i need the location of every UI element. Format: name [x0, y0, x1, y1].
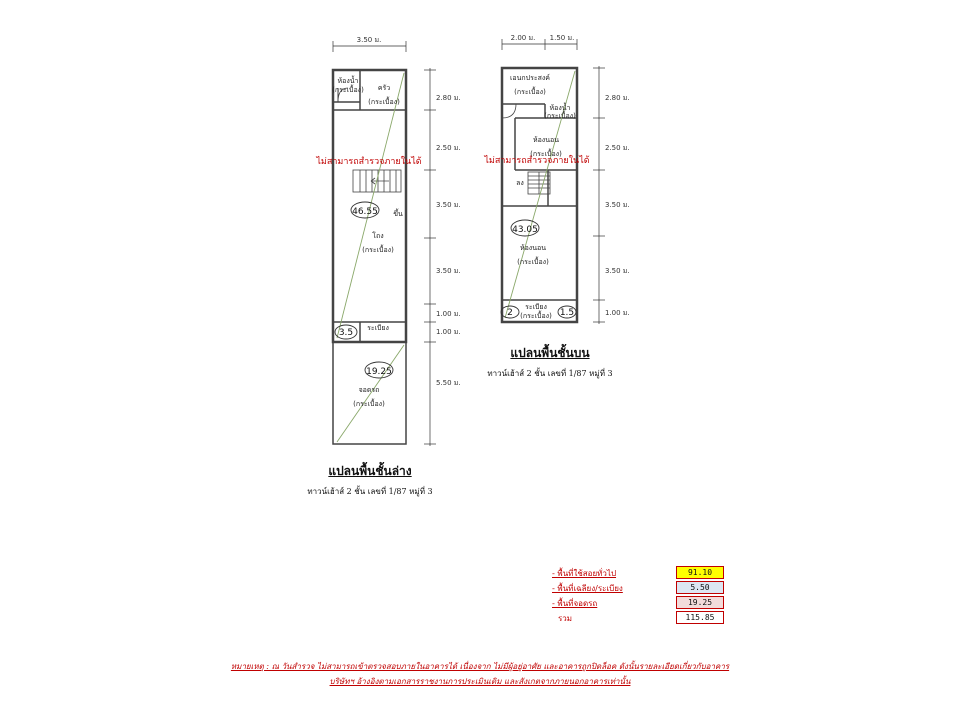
summary-awning-label: - พื้นที่เฉลียง/ระเบียง — [552, 584, 623, 593]
summary-row-total — [540, 611, 730, 626]
upper-balcony-floor: (กระเบื้อง) — [520, 312, 552, 320]
ground-hall-floor: (กระเบื้อง) — [362, 246, 394, 254]
summary-awning-value: 5.50 — [676, 581, 724, 594]
area-summary — [540, 566, 730, 626]
upper-height-dimension — [593, 66, 605, 324]
remark-line-1: หมายเหตุ : ณ วันสำรวจ ไม่สามารถเข้าตรวจสอบภายในอาคารได้ เนื่องจาก ไม่มีผู้อยู่อาศัย และอาคารถูกปิดล็อค ดังนั้นรายละเอียดเกี่ยวกับอาคาร — [230, 662, 730, 671]
ground-bathroom-label: ห้องน้ำ — [337, 77, 359, 85]
ground-floor-title: แปลนพื้นชั้นล่าง — [328, 464, 412, 478]
upper-staircase — [528, 172, 550, 194]
ground-height-dim-6: 1.00 ม. — [436, 328, 461, 336]
upper-floor-caption — [460, 344, 640, 380]
upper-interior-walls — [502, 104, 577, 300]
ground-height-dimension — [424, 68, 436, 446]
summary-parking-label: - พื้นที่จอดรถ — [552, 599, 598, 608]
ground-main-area: 46.55 — [352, 207, 378, 217]
upper-floor-subtitle: ทาวน์เฮ้าส์ 2 ชั้น เลขที่ 1/87 หมู่ที่ 3 — [487, 369, 613, 378]
ground-height-dim-3: 3.50 ม. — [436, 201, 461, 209]
ground-kitchen-floor: (กระเบื้อง) — [368, 98, 400, 106]
remark-note — [200, 659, 760, 689]
ground-kitchen-label: ครัว — [377, 84, 391, 92]
ground-porch-area: 3.5 — [338, 328, 354, 338]
upper-main-area: 43.05 — [512, 225, 538, 235]
upper-height-dim-2: 2.50 ม. — [605, 144, 630, 152]
remark-line-2: บริษัทฯ อ้างอิงตามเอกสารราชงานการประเมินเดิม และสังเกตจากภายนอกอาคารเท่านั้น — [329, 677, 631, 686]
upper-floor-plan — [483, 34, 629, 324]
upper-bathroom-floor: (กระเบื้อง) — [544, 112, 576, 120]
ground-diagonal-main — [337, 73, 404, 338]
ground-hall-label: โถง — [372, 232, 384, 240]
upper-height-dim-1: 2.80 ม. — [605, 94, 630, 102]
ground-parking-label: จอดรถ — [358, 386, 380, 394]
ground-height-dim-1: 2.80 ม. — [436, 94, 461, 102]
upper-height-dim-3: 3.50 ม. — [605, 201, 630, 209]
upper-bedroom2-floor: (กระเบื้อง) — [517, 258, 549, 266]
upper-multipurpose-label: เอนกประสงค์ — [510, 74, 550, 82]
ground-height-dim-7: 5.50 ม. — [436, 379, 461, 387]
upper-bedroom1-floor: (กระเบื้อง) — [530, 150, 562, 158]
ground-inaccessible-note: ไม่สามารถสำรวจภายในได้ — [316, 157, 422, 167]
upper-width-label-1: 2.00 ม. — [510, 34, 536, 42]
upper-multipurpose-floor: (กระเบื้อง) — [514, 88, 546, 96]
ground-height-dim-2: 2.50 ม. — [436, 144, 461, 152]
ground-up-label: ขึ้น — [393, 210, 403, 218]
ground-bathroom-floor: (กระเบื้อง) — [332, 86, 364, 94]
ground-height-dim-5: 1.00 ม. — [436, 310, 461, 318]
ground-parking-floor: (กระเบื้อง) — [353, 400, 385, 408]
upper-bathroom-label: ห้องน้ำ — [549, 104, 571, 112]
upper-balcony-left-area: 2 — [507, 308, 513, 318]
upper-balcony-label: ระเบียง — [525, 303, 547, 311]
ground-floor-caption — [280, 462, 460, 498]
ground-width-label: 3.50 ม. — [356, 36, 382, 44]
ground-parking-area: 19.25 — [366, 367, 392, 377]
upper-bedroom2-label: ห้องนอน — [519, 244, 547, 252]
summary-general-label: - พื้นที่ใช้สอยทั่วไป — [552, 569, 617, 578]
ground-floor-subtitle: ทาวน์เฮ้าส์ 2 ชั้น เลขที่ 1/87 หมู่ที่ 3 — [307, 487, 433, 496]
upper-bedroom1-label: ห้องนอน — [532, 136, 560, 144]
ground-interior-walls — [333, 70, 406, 342]
ground-porch-label: ระเบียง — [367, 324, 389, 332]
upper-door-swing — [502, 104, 516, 118]
upper-balcony-right-area: 1.5 — [559, 308, 575, 318]
summary-row-awning — [540, 581, 730, 596]
summary-parking-value: 19.25 — [676, 596, 724, 609]
summary-total-label: รวม — [558, 614, 573, 623]
upper-floor-title: แปลนพื้นชั้นบน — [510, 346, 590, 360]
summary-total-value: 115.85 — [676, 611, 724, 624]
upper-down-label: ลง — [516, 179, 524, 187]
upper-width-label-2: 1.50 ม. — [549, 34, 575, 42]
upper-height-dim-5: 1.00 ม. — [605, 309, 630, 317]
ground-height-dim-4: 3.50 ม. — [436, 267, 461, 275]
ground-outer-walls — [333, 70, 406, 342]
summary-general-value: 91.10 — [676, 566, 724, 579]
ground-floor-plan — [315, 36, 460, 446]
upper-height-dim-4: 3.50 ม. — [605, 267, 630, 275]
upper-inaccessible-note: ไม่สามารถสำรวจภายในได้ — [484, 156, 590, 166]
summary-row-parking — [540, 596, 730, 611]
summary-row-general — [540, 566, 730, 581]
